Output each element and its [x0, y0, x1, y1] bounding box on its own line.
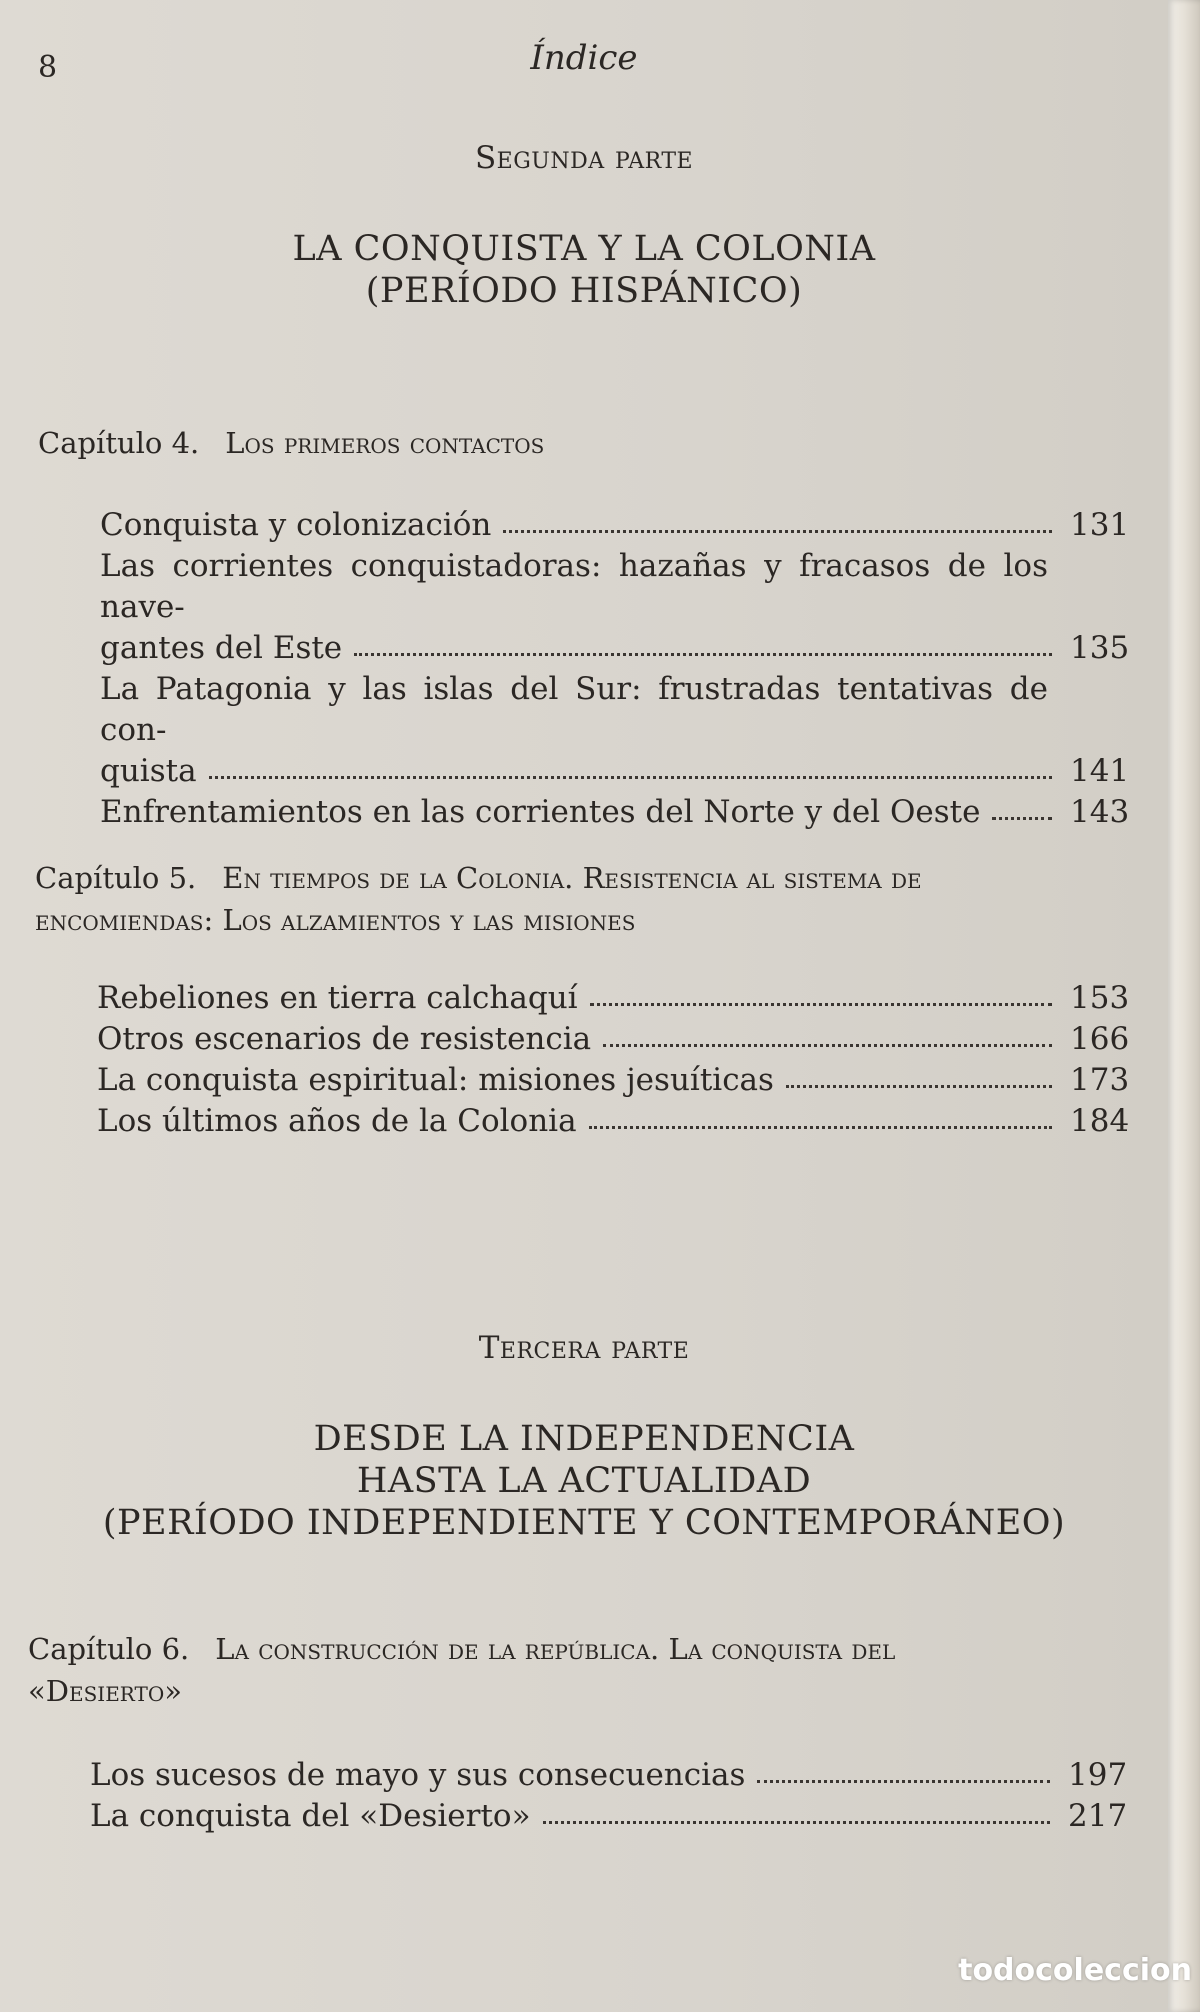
toc-entry[interactable] — [90, 1755, 1128, 1796]
toc-entry-page: 197 — [1068, 1757, 1128, 1793]
part-title-line: LA CONQUISTA Y LA COLONIA — [292, 229, 876, 269]
part-label: Segunda parte — [474, 140, 694, 176]
toc-entry-title: La conquista espiritual: misiones jesuíticas — [97, 1062, 774, 1098]
dot-leader — [503, 526, 1052, 533]
toc-entry[interactable] — [97, 1019, 1130, 1060]
toc-entry-title: gantes del Este — [100, 630, 343, 666]
toc-entry-title: quista — [100, 753, 197, 789]
part-title-line: (PERÍODO INDEPENDIENTE Y CONTEMPORÁNEO) — [102, 1503, 1066, 1543]
toc-entry[interactable] — [97, 978, 1130, 1019]
watermark-logo: todocoleccion — [958, 1953, 1192, 1988]
chapter-heading — [38, 422, 1038, 464]
toc-entry-page: 184 — [1070, 1103, 1130, 1139]
dot-leader — [209, 772, 1052, 779]
toc-entry-title: Otros escenarios de resistencia — [97, 1021, 592, 1057]
toc-entry[interactable] — [100, 792, 1130, 833]
toc-entry[interactable] — [97, 1060, 1130, 1101]
toc-entry-title: Rebeliones en tierra calchaquí — [97, 980, 578, 1016]
toc-entry-line1: La Patagonia y las islas del Sur: frustradas tentativas de con- — [100, 671, 1048, 748]
toc-entry-page: 166 — [1070, 1021, 1130, 1057]
toc-entry-page: 153 — [1070, 980, 1130, 1016]
chapter-label: Capítulo 6. — [28, 1632, 190, 1666]
part-title — [0, 1418, 1168, 1544]
page-number: 8 — [38, 50, 58, 85]
toc-entry-line1: Las corrientes conquistadoras: hazañas y fracasos de los nave- — [100, 548, 1048, 625]
toc-entry-title: La conquista del «Desierto» — [90, 1798, 531, 1834]
chapter-heading — [28, 1628, 1078, 1712]
chapter-entries — [90, 1755, 1128, 1837]
toc-entry[interactable] — [90, 1796, 1128, 1837]
dot-leader — [354, 649, 1052, 656]
dot-leader — [786, 1081, 1052, 1088]
toc-entry-title: Enfrentamientos en las corrientes del Norte y del Oeste — [100, 794, 981, 830]
chapter-title-continued: encomiendas: Los alzamientos y las misiones — [35, 903, 636, 937]
toc-entry-title: Los sucesos de mayo y sus consecuencias — [90, 1757, 746, 1793]
chapter-entries — [100, 505, 1130, 833]
part-label: Tercera parte — [478, 1330, 690, 1366]
toc-entry-page: 217 — [1068, 1798, 1128, 1834]
chapter-title-continued: «Desierto» — [28, 1674, 182, 1708]
part-title-line: DESDE LA INDEPENDENCIA — [313, 1419, 855, 1459]
dot-leader — [590, 999, 1052, 1006]
toc-entry[interactable] — [97, 1101, 1130, 1142]
chapter-label: Capítulo 4. — [38, 426, 200, 460]
toc-entry[interactable] — [100, 505, 1130, 546]
dot-leader — [992, 813, 1052, 820]
chapter-entries — [97, 978, 1130, 1142]
chapter-label: Capítulo 5. — [35, 861, 197, 895]
toc-entry[interactable] — [100, 751, 1130, 792]
chapter-title: La construcción de la república. La conquista del — [215, 1632, 896, 1666]
toc-entry-page: 131 — [1070, 507, 1130, 543]
toc-entry-title: Los últimos años de la Colonia — [97, 1103, 577, 1139]
part-title-line: (PERÍODO HISPÁNICO) — [365, 271, 803, 311]
chapter-heading — [35, 857, 1075, 941]
toc-entry-page: 135 — [1070, 630, 1130, 666]
toc-entry-page: 173 — [1070, 1062, 1130, 1098]
part-title-line: HASTA LA ACTUALIDAD — [356, 1461, 812, 1501]
toc-entry-title: Conquista y colonización — [100, 507, 492, 543]
toc-entry-page: 141 — [1070, 753, 1130, 789]
running-head: Índice — [530, 38, 638, 78]
dot-leader — [757, 1776, 1050, 1783]
toc-entry-page: 143 — [1070, 794, 1130, 830]
page-edge — [1168, 0, 1200, 2012]
chapter-title: Los primeros contactos — [225, 426, 545, 460]
dot-leader — [543, 1817, 1050, 1824]
dot-leader — [603, 1040, 1052, 1047]
dot-leader — [589, 1122, 1052, 1129]
toc-entry[interactable] — [100, 628, 1130, 669]
chapter-title: En tiempos de la Colonia. Resistencia al sistema de — [222, 861, 922, 895]
part-title — [0, 228, 1168, 312]
